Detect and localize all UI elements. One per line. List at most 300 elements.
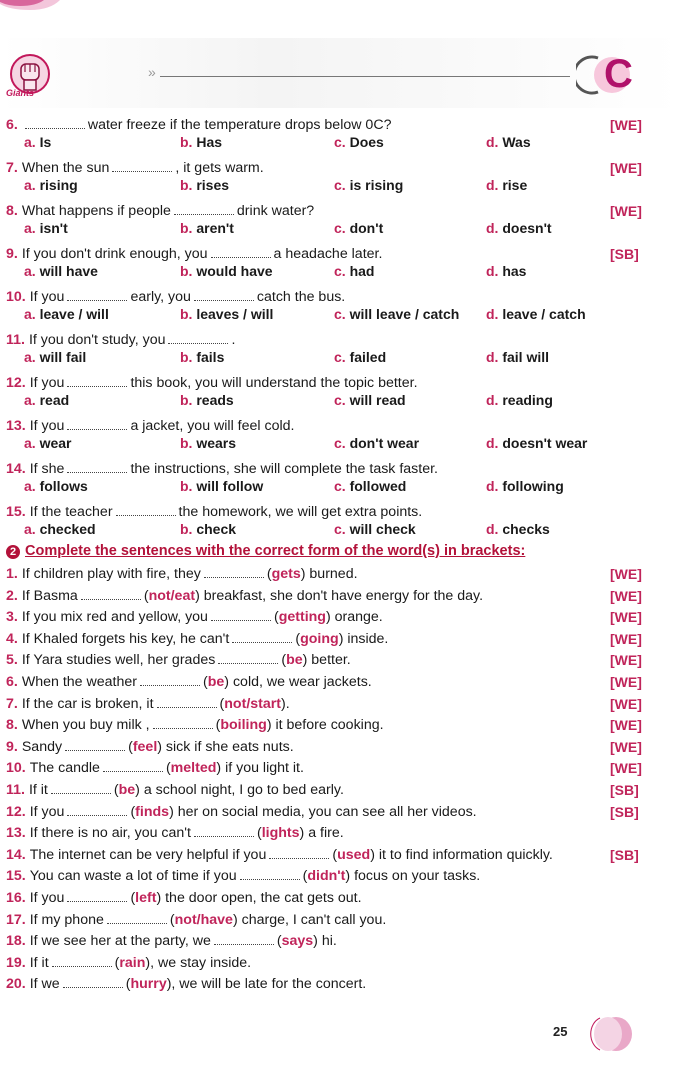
answer-option[interactable] (486, 263, 526, 279)
item-text-pre: Sandy (21, 738, 63, 755)
option-letter: b. (180, 349, 193, 365)
option-letter: b. (180, 435, 193, 451)
option-text: leaves / will (196, 306, 274, 322)
option-text: doesn't wear (502, 435, 588, 451)
answer-blank[interactable] (140, 675, 200, 686)
option-text: had (349, 263, 375, 279)
item-number: 16. (6, 890, 26, 906)
answer-option[interactable] (24, 177, 78, 193)
question-text-pre: When the sun (21, 160, 110, 176)
open-paren: ( (125, 976, 131, 993)
answer-option[interactable] (486, 349, 549, 365)
page-number: 25 (553, 1024, 568, 1039)
question-line (6, 246, 382, 262)
question-number: 12. (6, 375, 26, 391)
answer-blank[interactable] (81, 589, 141, 600)
item-number: 4. (6, 630, 18, 647)
answer-option[interactable] (486, 478, 564, 494)
answer-blank[interactable] (194, 826, 254, 837)
answer-blank[interactable] (67, 376, 127, 387)
option-letter: b. (180, 478, 193, 494)
question-line (6, 332, 235, 348)
open-paren: ( (128, 738, 133, 755)
answer-option[interactable] (334, 177, 403, 193)
question-text-pre: If she (29, 461, 65, 477)
item-number: 1. (6, 566, 18, 582)
question-number: 6. (6, 117, 18, 133)
answer-option[interactable] (334, 521, 416, 537)
question-number: 11. (6, 332, 25, 348)
completion-item (6, 760, 304, 776)
answer-option[interactable] (486, 177, 527, 193)
question-line (6, 203, 314, 219)
item-number: 5. (6, 652, 18, 669)
option-letter: d. (486, 435, 499, 451)
option-text: leave / catch (502, 306, 586, 322)
question-line (6, 160, 264, 176)
bracket-word: be (207, 674, 225, 690)
option-text: wears (196, 435, 237, 451)
answer-blank[interactable] (153, 718, 213, 729)
answer-option[interactable] (334, 263, 374, 279)
answer-blank[interactable] (157, 697, 217, 708)
section-title (6, 543, 525, 559)
open-paren: ( (143, 587, 149, 604)
option-letter: d. (486, 134, 499, 150)
section-title-text: Complete the sentences with the correct form of the word(s) in brackets: (25, 543, 526, 559)
item-text-post: ) it to find information quickly. (370, 846, 553, 863)
option-text: will fail (39, 349, 87, 365)
item-text-post: ) sick if she eats nuts. (157, 738, 294, 755)
item-text-post: ) inside. (338, 630, 389, 647)
bracket-word: rain (119, 954, 146, 971)
item-number: 19. (6, 954, 26, 971)
open-paren: ( (295, 630, 301, 647)
answer-blank[interactable] (269, 848, 329, 859)
answer-option[interactable] (24, 349, 86, 365)
completion-item (6, 696, 290, 712)
bracket-word: didn't (307, 868, 346, 885)
option-letter: c. (334, 220, 346, 236)
item-number: 9. (6, 738, 18, 755)
item-number: 18. (6, 933, 26, 950)
option-text: doesn't (502, 220, 552, 236)
option-text: will have (39, 263, 98, 279)
option-letter: b. (180, 263, 193, 279)
option-letter: a. (24, 435, 36, 451)
question-line (6, 117, 391, 133)
option-text: rise (502, 177, 528, 193)
answer-blank[interactable] (116, 505, 176, 516)
answer-option[interactable] (180, 263, 273, 279)
option-text: fails (196, 349, 225, 365)
question-text-post: , it gets warm. (175, 160, 264, 176)
answer-option[interactable] (486, 134, 531, 150)
option-letter: c. (334, 306, 346, 322)
answer-option[interactable] (334, 435, 419, 451)
open-paren: ( (130, 890, 136, 906)
completion-item (6, 782, 344, 798)
answer-option[interactable] (180, 435, 236, 451)
item-text-pre: If the car is broken, it (21, 695, 154, 712)
option-letter: d. (486, 177, 499, 193)
option-letter: c. (334, 478, 346, 494)
option-text: failed (349, 349, 387, 365)
open-paren: ( (273, 609, 279, 626)
option-text: wear (39, 435, 72, 451)
answer-option[interactable] (486, 306, 586, 322)
option-text: reading (502, 392, 553, 408)
answer-option[interactable] (180, 392, 234, 408)
bracket-word: hurry (130, 976, 167, 993)
option-text: checked (39, 521, 96, 537)
source-tag: [SB] (610, 803, 639, 820)
option-letter: d. (486, 478, 499, 494)
answer-option[interactable] (180, 478, 263, 494)
section-letter: C (604, 52, 633, 96)
open-paren: ( (130, 803, 136, 820)
completion-item (6, 804, 477, 820)
item-text-pre: If it (28, 782, 48, 798)
completion-item (6, 976, 366, 992)
item-number: 17. (6, 911, 26, 928)
answer-blank[interactable] (67, 419, 127, 430)
item-text-pre: If we see her at the party, we (29, 933, 211, 950)
answer-option[interactable] (334, 392, 406, 408)
bracket-word: not/have (174, 911, 233, 928)
bracket-word: getting (278, 609, 326, 626)
question-number: 10. (6, 289, 26, 305)
completion-item (6, 588, 483, 604)
answer-option[interactable] (486, 220, 552, 236)
bracket-word: left (135, 890, 157, 906)
option-text: would have (196, 263, 273, 279)
answer-blank[interactable] (194, 290, 254, 301)
answer-option[interactable] (334, 134, 384, 150)
answer-blank[interactable] (112, 161, 172, 172)
bracket-word: be (118, 782, 136, 798)
option-text: Has (196, 134, 223, 150)
option-letter: a. (24, 263, 36, 279)
item-text-post: ) better. (302, 652, 351, 669)
completion-item (6, 717, 384, 733)
bracket-word: gets (271, 566, 301, 582)
answer-blank[interactable] (240, 869, 300, 880)
option-text: follows (39, 478, 88, 494)
question-number: 7. (6, 160, 18, 176)
option-letter: c. (334, 134, 346, 150)
question-text-pre: If you (29, 289, 65, 305)
bracket-word: feel (132, 738, 158, 755)
source-tag: [WE] (610, 695, 642, 712)
completion-item (6, 955, 251, 971)
open-paren: ( (281, 652, 287, 669)
answer-option[interactable] (24, 263, 98, 279)
answer-option[interactable] (24, 220, 68, 236)
answer-option[interactable] (180, 134, 222, 150)
item-text-pre: If you (29, 890, 65, 906)
source-tag: [WE] (610, 717, 642, 734)
open-paren: ( (169, 911, 175, 928)
option-letter: d. (486, 521, 499, 537)
item-number: 11. (6, 782, 25, 798)
question-text-post: drink water? (236, 203, 315, 219)
question-text-post: . (231, 332, 236, 348)
question-text-pre: If you (29, 375, 65, 391)
answer-option[interactable] (180, 306, 273, 322)
item-text-post: ) a school night, I go to bed early. (135, 782, 344, 798)
option-text: Is (39, 134, 52, 150)
item-text-post: ), we will be late for the concert. (166, 976, 367, 993)
option-letter: b. (180, 220, 193, 236)
answer-blank[interactable] (67, 805, 127, 816)
source-tag: [WE] (610, 630, 642, 647)
bracket-word: says (281, 933, 314, 950)
item-text-post: ) if you light it. (216, 760, 304, 777)
item-text-post: ). (281, 695, 290, 712)
question-text-post: the homework, we will get extra points. (178, 504, 423, 520)
item-number: 3. (6, 609, 18, 626)
item-text-pre: If my phone (29, 911, 104, 928)
answer-blank[interactable] (204, 567, 264, 578)
option-letter: d. (486, 392, 499, 408)
option-text: isn't (39, 220, 68, 236)
option-letter: a. (24, 220, 36, 236)
item-text-post: ) focus on your tasks. (345, 868, 481, 885)
completion-item (6, 847, 553, 863)
question-line (6, 289, 345, 305)
item-number: 6. (6, 674, 18, 690)
open-paren: ( (266, 566, 272, 582)
option-letter: c. (334, 263, 346, 279)
answer-blank[interactable] (174, 204, 234, 215)
answer-option[interactable] (334, 306, 459, 322)
option-text: leave / will (39, 306, 109, 322)
open-paren: ( (256, 825, 262, 842)
corner-decoration (0, 0, 80, 12)
source-tag: [SB] (610, 782, 639, 798)
item-text-pre: If you (29, 803, 65, 820)
option-letter: a. (24, 177, 36, 193)
item-text-pre: If Yara studies well, her grades (21, 652, 216, 669)
item-number: 2. (6, 587, 18, 604)
question-text-post: water freeze if the temperature drops below 0C? (87, 117, 392, 133)
item-text-pre: If you mix red and yellow, you (21, 609, 208, 626)
chevron-right-icon: » (148, 64, 156, 80)
answer-blank[interactable] (67, 462, 127, 473)
answer-option[interactable] (180, 521, 236, 537)
item-text-post: ) burned. (300, 566, 358, 582)
answer-option[interactable] (24, 435, 72, 451)
question-text-pre: If you (29, 418, 65, 434)
option-text: reads (196, 392, 234, 408)
source-tag: [WE] (610, 738, 642, 755)
question-number: 9. (6, 246, 18, 262)
option-text: checks (502, 521, 550, 537)
bracket-word: not/eat (148, 587, 196, 604)
answer-blank[interactable] (211, 247, 271, 258)
completion-item (6, 739, 294, 755)
answer-option[interactable] (24, 478, 88, 494)
option-letter: a. (24, 521, 36, 537)
completion-item (6, 609, 383, 625)
open-paren: ( (215, 717, 221, 734)
answer-option[interactable] (486, 435, 587, 451)
item-text-pre: If there is no air, you can't (29, 825, 191, 842)
option-letter: d. (486, 263, 499, 279)
answer-blank[interactable] (67, 290, 127, 301)
item-number: 10. (6, 760, 26, 777)
source-tag: [WE] (610, 587, 642, 604)
answer-option[interactable] (180, 349, 224, 365)
option-text: rising (39, 177, 78, 193)
item-text-pre: You can waste a lot of time if you (29, 868, 237, 885)
item-text-post: ) her on social media, you can see all her videos. (169, 803, 477, 820)
option-text: will check (349, 521, 416, 537)
question-text-mid: early, you (130, 289, 191, 305)
item-text-post: ) breakfast, she don't have energy for the day. (195, 587, 484, 604)
question-text-post: the instructions, she will complete the task faster. (130, 461, 438, 477)
completion-item (6, 652, 351, 668)
open-paren: ( (114, 954, 120, 971)
answer-blank[interactable] (63, 977, 123, 988)
option-text: following (502, 478, 564, 494)
source-tag: [WE] (610, 609, 642, 626)
source-tag: [WE] (610, 160, 642, 176)
answer-option[interactable] (334, 220, 383, 236)
answer-blank[interactable] (65, 740, 125, 751)
open-paren: ( (302, 868, 308, 885)
answer-option[interactable] (24, 306, 109, 322)
question-line (6, 504, 422, 520)
item-text-pre: If Khaled forgets his key, he can't (21, 630, 230, 647)
option-letter: d. (486, 306, 499, 322)
answer-option[interactable] (24, 521, 96, 537)
item-text-post: ) hi. (313, 933, 337, 950)
open-paren: ( (332, 846, 338, 863)
option-letter: a. (24, 134, 36, 150)
question-number: 8. (6, 203, 18, 219)
bracket-word: melted (170, 760, 217, 777)
answer-option[interactable] (180, 220, 234, 236)
answer-option[interactable] (24, 134, 51, 150)
source-tag: [WE] (610, 652, 642, 669)
question-text-pre: If you don't drink enough, you (21, 246, 208, 262)
item-text-pre: If children play with fire, they (21, 566, 201, 582)
answer-blank[interactable] (51, 783, 111, 794)
open-paren: ( (276, 933, 282, 950)
bracket-word: finds (135, 803, 170, 820)
item-text-post: ) cold, we wear jackets. (224, 674, 372, 690)
answer-blank[interactable] (107, 913, 167, 924)
option-text: will read (349, 392, 406, 408)
open-paren: ( (113, 782, 119, 798)
item-number: 7. (6, 695, 18, 712)
question-line (6, 375, 418, 391)
answer-blank[interactable] (168, 333, 228, 344)
option-text: aren't (196, 220, 234, 236)
answer-blank[interactable] (218, 653, 278, 664)
answer-blank[interactable] (67, 891, 127, 902)
source-tag: [WE] (610, 203, 642, 219)
answer-option[interactable] (24, 392, 69, 408)
option-text: read (39, 392, 70, 408)
page-decoration-icon (586, 1014, 636, 1054)
item-text-pre: The internet can be very helpful if you (29, 846, 267, 863)
item-text-pre: If it (29, 954, 49, 971)
question-text-post: a headache later. (273, 246, 383, 262)
logo-text: Giants (6, 88, 35, 98)
answer-blank[interactable] (25, 118, 85, 129)
option-text: fail will (502, 349, 550, 365)
answer-option[interactable] (334, 349, 386, 365)
item-text-pre: When the weather (21, 674, 137, 690)
item-text-pre: When you buy milk , (21, 717, 150, 734)
option-letter: a. (24, 349, 36, 365)
bracket-word: lights (261, 825, 300, 842)
question-line (6, 418, 294, 434)
source-tag: [WE] (610, 674, 642, 690)
completion-item (6, 674, 372, 690)
bracket-word: not/start (224, 695, 282, 712)
option-letter: b. (180, 306, 193, 322)
answer-blank[interactable] (103, 761, 163, 772)
question-number: 14. (6, 461, 26, 477)
option-text: followed (349, 478, 407, 494)
option-text: has (502, 263, 527, 279)
answer-blank[interactable] (211, 610, 271, 621)
item-number: 12. (6, 803, 26, 820)
option-text: Was (502, 134, 531, 150)
item-text-post: ) it before cooking. (266, 717, 384, 734)
item-number: 15. (6, 868, 26, 885)
option-text: will follow (196, 478, 264, 494)
option-letter: c. (334, 392, 346, 408)
item-text-post: ) the door open, the cat gets out. (156, 890, 362, 906)
answer-option[interactable] (334, 478, 406, 494)
item-text-post: ) orange. (325, 609, 383, 626)
item-text-pre: The candle (29, 760, 100, 777)
source-tag: [SB] (610, 246, 639, 262)
completion-item (6, 825, 344, 841)
answer-blank[interactable] (232, 632, 292, 643)
item-number: 8. (6, 717, 18, 734)
section-number-badge: 2 (6, 545, 20, 559)
option-letter: a. (24, 392, 36, 408)
option-letter: b. (180, 177, 193, 193)
option-letter: d. (486, 220, 499, 236)
source-tag: [SB] (610, 846, 639, 863)
answer-blank[interactable] (214, 934, 274, 945)
answer-option[interactable] (486, 521, 550, 537)
answer-option[interactable] (180, 177, 229, 193)
source-tag: [WE] (610, 566, 642, 582)
option-letter: b. (180, 134, 193, 150)
completion-item (6, 890, 362, 906)
answer-option[interactable] (486, 392, 553, 408)
question-text-pre: If you don't study, you (28, 332, 166, 348)
option-letter: c. (334, 521, 346, 537)
option-letter: b. (180, 521, 193, 537)
item-text-post: ) a fire. (299, 825, 344, 842)
open-paren: ( (203, 674, 208, 690)
completion-item (6, 912, 386, 928)
question-text-post: this book, you will understand the topic better. (130, 375, 418, 391)
bracket-word: boiling (220, 717, 267, 734)
answer-blank[interactable] (52, 956, 112, 967)
completion-item (6, 933, 337, 949)
item-text-post: ) charge, I can't call you. (232, 911, 387, 928)
